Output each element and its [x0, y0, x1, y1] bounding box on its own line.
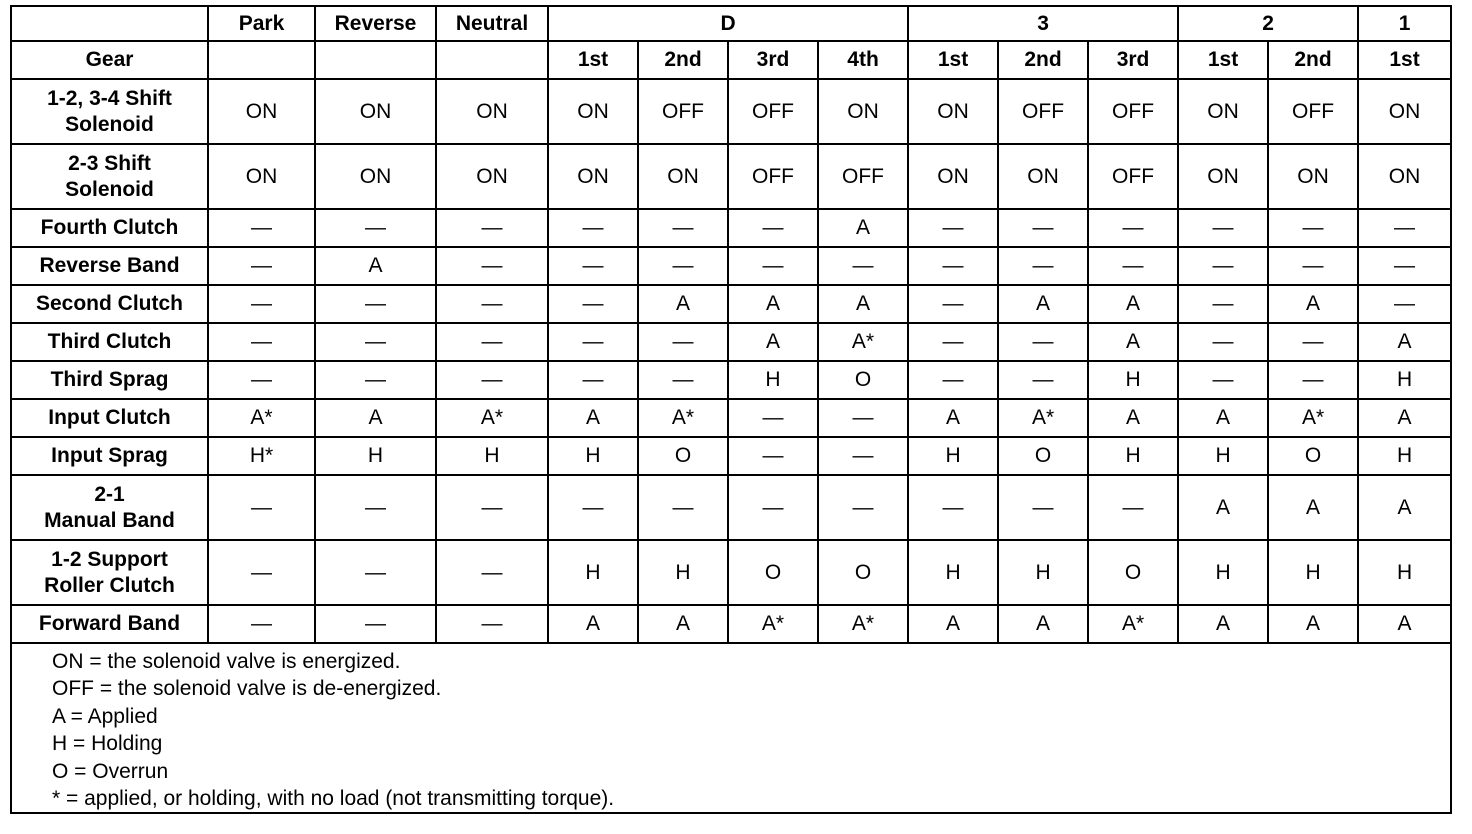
table-cell: —	[998, 247, 1088, 285]
table-cell: OFF	[1088, 79, 1178, 144]
table-cell: A	[1268, 475, 1358, 540]
table-cell: —	[208, 361, 315, 399]
gear-header-row	[11, 41, 1451, 79]
table-cell: A	[638, 605, 728, 643]
table-cell: —	[208, 285, 315, 323]
table-cell: —	[436, 540, 548, 605]
gear-cell: 3rd	[728, 41, 818, 79]
table-cell: O	[638, 437, 728, 475]
table-cell: —	[315, 540, 436, 605]
table-cell: —	[1358, 285, 1451, 323]
row-label: Input Clutch	[11, 399, 208, 437]
legend-row	[11, 643, 1451, 813]
table-cell: A	[908, 399, 998, 437]
gear-cell	[208, 41, 315, 79]
table-row	[11, 209, 1451, 247]
table-cell: —	[728, 437, 818, 475]
gear-cell: 1st	[548, 41, 638, 79]
table-cell: —	[315, 285, 436, 323]
table-cell: —	[548, 247, 638, 285]
table-cell: H	[1358, 540, 1451, 605]
row-label: Third Clutch	[11, 323, 208, 361]
range-d: D	[548, 6, 908, 41]
row-label: 2-1 Manual Band	[11, 475, 208, 540]
table-cell: A	[728, 323, 818, 361]
table-cell: ON	[638, 144, 728, 209]
table-cell: —	[908, 361, 998, 399]
table-cell: —	[998, 209, 1088, 247]
table-cell: A*	[728, 605, 818, 643]
table-cell: A*	[818, 323, 908, 361]
table-cell: ON	[998, 144, 1088, 209]
table-cell: O	[818, 540, 908, 605]
table-cell: —	[1178, 361, 1268, 399]
range-2: 2	[1178, 6, 1358, 41]
table-cell: —	[315, 605, 436, 643]
gear-cell: 4th	[818, 41, 908, 79]
row-label: Input Sprag	[11, 437, 208, 475]
table-cell: —	[1178, 247, 1268, 285]
table-cell: —	[998, 361, 1088, 399]
table-cell: —	[548, 285, 638, 323]
table-cell: —	[548, 475, 638, 540]
table-cell: —	[998, 323, 1088, 361]
table-cell: H	[1088, 361, 1178, 399]
table-cell: —	[818, 247, 908, 285]
table-cell: —	[728, 247, 818, 285]
table-cell: H	[436, 437, 548, 475]
row-label: Second Clutch	[11, 285, 208, 323]
table-cell: A	[1088, 399, 1178, 437]
table-cell: —	[1178, 209, 1268, 247]
table-row	[11, 247, 1451, 285]
table-cell: O	[1268, 437, 1358, 475]
table-cell: H	[1358, 437, 1451, 475]
table-cell: A*	[998, 399, 1088, 437]
table-cell: ON	[908, 79, 998, 144]
table-cell: —	[818, 475, 908, 540]
table-cell: A	[998, 605, 1088, 643]
table-cell: —	[1088, 247, 1178, 285]
table-cell: —	[436, 605, 548, 643]
table-cell: —	[1358, 209, 1451, 247]
table-cell: A	[548, 399, 638, 437]
table-cell: —	[1088, 475, 1178, 540]
table-cell: —	[548, 209, 638, 247]
legend-overrun: O = Overrun	[52, 759, 169, 783]
table-row	[11, 323, 1451, 361]
table-cell: —	[728, 399, 818, 437]
table-cell: —	[208, 605, 315, 643]
table-cell: ON	[315, 144, 436, 209]
table-cell: H	[1178, 437, 1268, 475]
legend	[12, 644, 1450, 812]
table-cell: A	[998, 285, 1088, 323]
gear-cell: 1st	[1358, 41, 1451, 79]
table-cell: A*	[818, 605, 908, 643]
table-cell: ON	[315, 79, 436, 144]
table-cell: A*	[638, 399, 728, 437]
table-cell: A*	[1268, 399, 1358, 437]
range-park: Park	[208, 6, 315, 41]
table-cell: H	[908, 437, 998, 475]
table-cell: —	[1178, 323, 1268, 361]
gear-cell: 3rd	[1088, 41, 1178, 79]
table-cell: A*	[436, 399, 548, 437]
table-cell: —	[818, 437, 908, 475]
legend-applied: A = Applied	[52, 704, 158, 728]
table-cell: OFF	[638, 79, 728, 144]
table-cell: H	[998, 540, 1088, 605]
table-cell: H	[548, 437, 638, 475]
table-cell: H	[728, 361, 818, 399]
table-cell: —	[548, 361, 638, 399]
table-cell: A	[1358, 323, 1451, 361]
range-reverse: Reverse	[315, 6, 436, 41]
table-cell: ON	[208, 144, 315, 209]
table-cell: ON	[548, 144, 638, 209]
gear-cell: 2nd	[998, 41, 1088, 79]
table-cell: ON	[1178, 144, 1268, 209]
table-cell: —	[1358, 247, 1451, 285]
table-cell: H	[638, 540, 728, 605]
table-cell: —	[1178, 285, 1268, 323]
table-row	[11, 437, 1451, 475]
table-cell: —	[315, 209, 436, 247]
table-cell: —	[1088, 209, 1178, 247]
table-cell: A	[315, 399, 436, 437]
table-cell: O	[818, 361, 908, 399]
table-cell: ON	[1358, 144, 1451, 209]
table-cell: A	[908, 605, 998, 643]
table-cell: ON	[436, 79, 548, 144]
table-cell: —	[208, 247, 315, 285]
table-cell: —	[315, 475, 436, 540]
table-cell: ON	[818, 79, 908, 144]
table-cell: A	[638, 285, 728, 323]
gear-cell	[315, 41, 436, 79]
table-cell: —	[208, 323, 315, 361]
table-cell: —	[638, 209, 728, 247]
table-row	[11, 399, 1451, 437]
table-cell: O	[998, 437, 1088, 475]
table-cell: H	[548, 540, 638, 605]
table-cell: —	[436, 323, 548, 361]
table-cell: ON	[908, 144, 998, 209]
table-row	[11, 144, 1451, 209]
table-cell: A*	[1088, 605, 1178, 643]
table-cell: —	[638, 247, 728, 285]
table-cell: OFF	[998, 79, 1088, 144]
table-cell: OFF	[1088, 144, 1178, 209]
table-cell: H	[1268, 540, 1358, 605]
corner-cell	[11, 6, 208, 41]
legend-off: OFF = the solenoid valve is de-energized.	[52, 677, 442, 701]
table-cell: —	[208, 475, 315, 540]
table-cell: —	[436, 247, 548, 285]
clutch-application-chart	[10, 5, 1452, 814]
table-cell: —	[436, 361, 548, 399]
table-cell: O	[1088, 540, 1178, 605]
table-row	[11, 540, 1451, 605]
table-cell: O	[728, 540, 818, 605]
range-header-row	[11, 6, 1451, 41]
row-label: Fourth Clutch	[11, 209, 208, 247]
legend-holding: H = Holding	[52, 732, 163, 756]
table-cell: A	[1358, 605, 1451, 643]
table-cell: H	[315, 437, 436, 475]
table-cell: —	[436, 475, 548, 540]
row-label: 2-3 Shift Solenoid	[11, 144, 208, 209]
table-row	[11, 361, 1451, 399]
table-cell: H	[1088, 437, 1178, 475]
range-1: 1	[1358, 6, 1451, 41]
table-cell: H	[908, 540, 998, 605]
gear-cell: 2nd	[638, 41, 728, 79]
table-cell: —	[1268, 323, 1358, 361]
table-cell: —	[1268, 209, 1358, 247]
table-cell: H	[1178, 540, 1268, 605]
table-cell: —	[908, 323, 998, 361]
table-cell: ON	[548, 79, 638, 144]
legend-asterisk: * = applied, or holding, with no load (not transmitting torque).	[52, 787, 615, 811]
table-cell: —	[315, 361, 436, 399]
table-row	[11, 285, 1451, 323]
table-cell: OFF	[728, 79, 818, 144]
table-cell: —	[548, 323, 638, 361]
table-cell: ON	[1268, 144, 1358, 209]
table-cell: —	[436, 285, 548, 323]
row-label: Forward Band	[11, 605, 208, 643]
table-cell: A	[728, 285, 818, 323]
range-neutral: Neutral	[436, 6, 548, 41]
table-row	[11, 475, 1451, 540]
table-cell: A	[1358, 475, 1451, 540]
table-cell: ON	[436, 144, 548, 209]
table-cell: —	[998, 475, 1088, 540]
table-cell: A	[1268, 285, 1358, 323]
table-cell: OFF	[1268, 79, 1358, 144]
table-cell: —	[908, 475, 998, 540]
row-label: 1-2 Support Roller Clutch	[11, 540, 208, 605]
row-label: Reverse Band	[11, 247, 208, 285]
row-label: 1-2, 3-4 Shift Solenoid	[11, 79, 208, 144]
table-cell: A	[548, 605, 638, 643]
table-cell: OFF	[818, 144, 908, 209]
gear-cell: 2nd	[1268, 41, 1358, 79]
table-cell: ON	[1178, 79, 1268, 144]
table-cell: ON	[1358, 79, 1451, 144]
table-cell: —	[315, 323, 436, 361]
table-cell: —	[908, 285, 998, 323]
legend-on: ON = the solenoid valve is energized.	[52, 650, 401, 673]
table-cell: —	[1268, 361, 1358, 399]
legend-cell	[11, 643, 1451, 813]
table-cell: A	[1088, 285, 1178, 323]
table-cell: ON	[208, 79, 315, 144]
table-cell: A	[818, 285, 908, 323]
table-cell: A	[1088, 323, 1178, 361]
table-cell: —	[208, 540, 315, 605]
gear-cell: 1st	[1178, 41, 1268, 79]
table-cell: —	[208, 209, 315, 247]
table-cell: —	[638, 361, 728, 399]
table-cell: —	[1268, 247, 1358, 285]
component-rows	[11, 79, 1451, 643]
table-cell: —	[728, 209, 818, 247]
table-cell: A	[818, 209, 908, 247]
table-cell: A	[315, 247, 436, 285]
table-cell: A	[1358, 399, 1451, 437]
table-cell: A	[1178, 475, 1268, 540]
table-cell: —	[908, 247, 998, 285]
table-cell: —	[908, 209, 998, 247]
gear-label: Gear	[11, 41, 208, 79]
range-3: 3	[908, 6, 1178, 41]
table-cell: A	[1268, 605, 1358, 643]
table-cell: —	[818, 399, 908, 437]
gear-cell: 1st	[908, 41, 998, 79]
table-row	[11, 605, 1451, 643]
table-row	[11, 79, 1451, 144]
table-cell: —	[436, 209, 548, 247]
gear-cell	[436, 41, 548, 79]
table-cell: A	[1178, 605, 1268, 643]
table-cell: OFF	[728, 144, 818, 209]
table-cell: H	[1358, 361, 1451, 399]
table-cell: —	[638, 323, 728, 361]
table-cell: A*	[208, 399, 315, 437]
table-cell: A	[1178, 399, 1268, 437]
table-cell: H*	[208, 437, 315, 475]
row-label: Third Sprag	[11, 361, 208, 399]
table-cell: —	[638, 475, 728, 540]
table-cell: —	[728, 475, 818, 540]
